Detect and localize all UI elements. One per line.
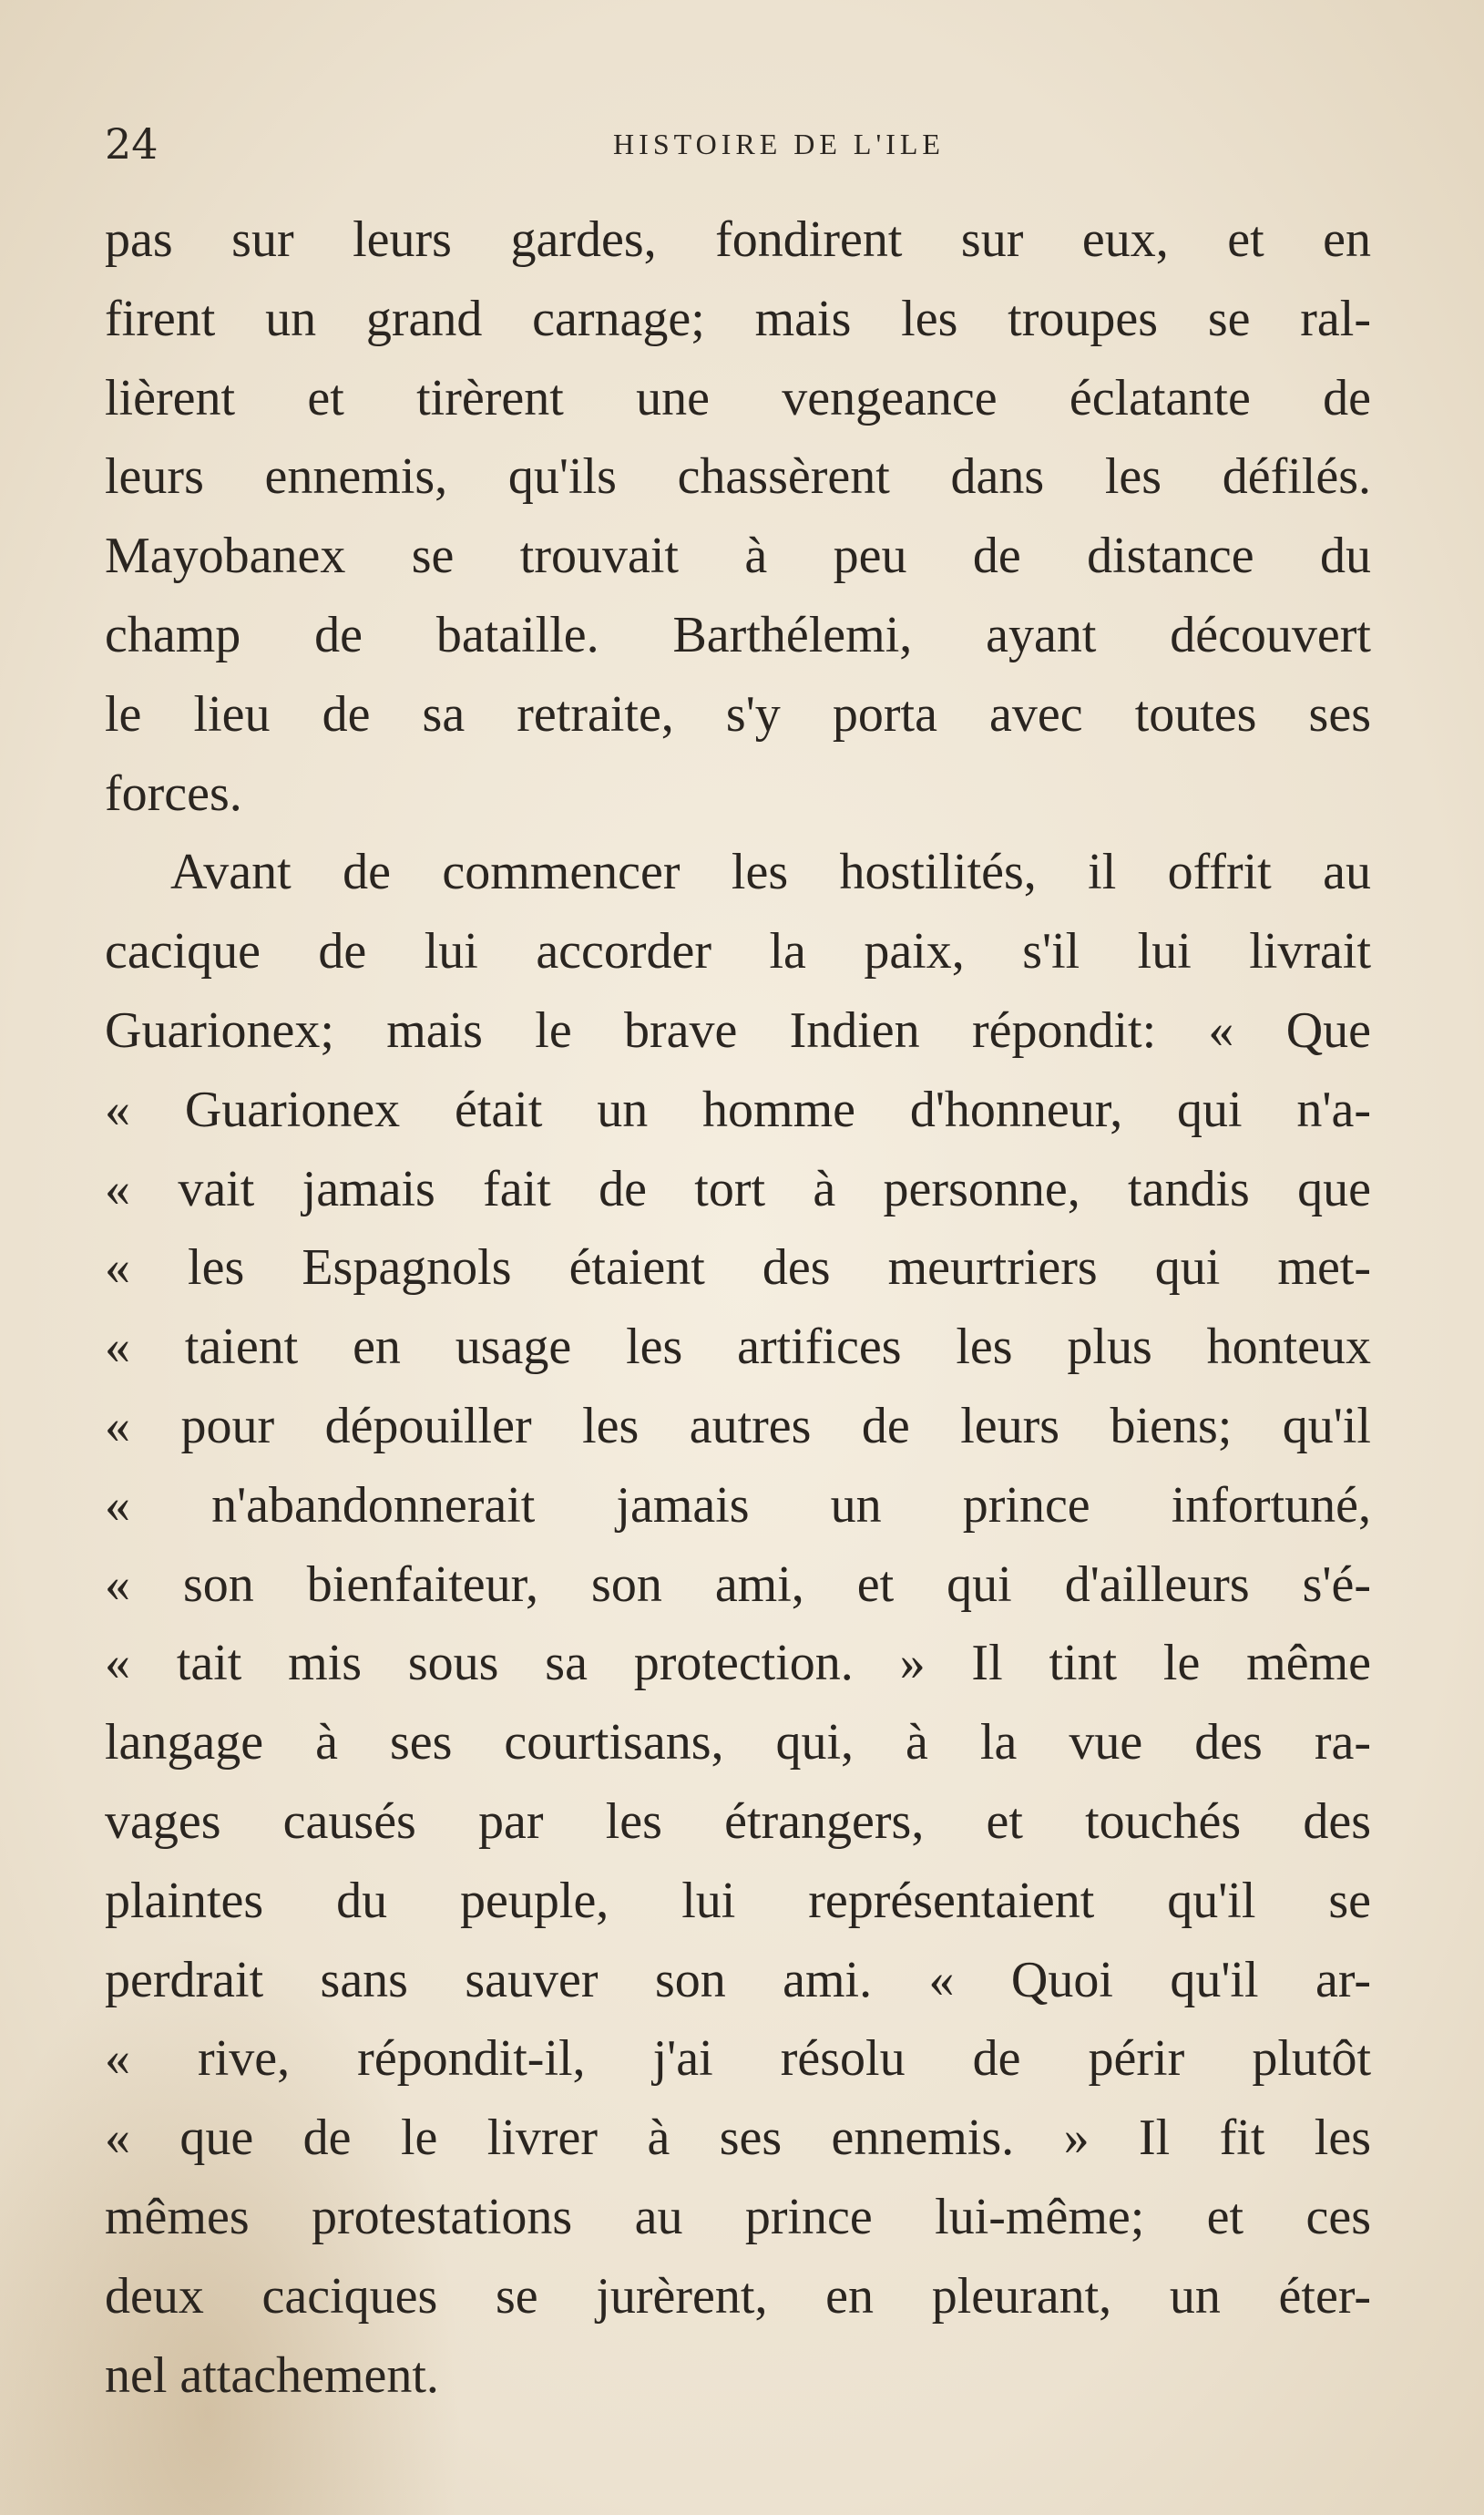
paragraph-2 <box>105 833 1371 2415</box>
text-line: « taient en usage les artifices les plus honteux <box>105 1319 1371 1376</box>
text-line: Mayobanex se trouvait à peu de distance du <box>105 528 1371 585</box>
text-line: langage à ses courtisans, qui, à la vue des ra- <box>105 1714 1371 1771</box>
text-line: « n'abandonnerait jamais un prince infortuné, <box>105 1476 1371 1534</box>
text-line: Avant de commencer les hostilités, il offrit au <box>170 844 1371 901</box>
text-line: nel attachement. <box>105 2346 439 2404</box>
text-line: deux caciques se jurèrent, en pleurant, un éter- <box>105 2267 1371 2325</box>
text-line: pas sur leurs gardes, fondirent sur eux, et en <box>105 211 1371 268</box>
text-line: cacique de lui accorder la paix, s'il lui livrait <box>105 923 1371 980</box>
text-line: plaintes du peuple, lui représentaient qu'il se <box>105 1872 1371 1929</box>
paragraph-1 <box>105 200 1371 833</box>
text-line: forces. <box>105 765 242 822</box>
text-line: « Guarionex était un homme d'honneur, qui n'a- <box>105 1081 1371 1138</box>
page-number: 24 <box>105 119 159 169</box>
running-head <box>105 117 1371 171</box>
text-line: champ de bataille. Barthélemi, ayant découvert <box>105 606 1371 663</box>
text-line: « pour dépouiller les autres de leurs biens; qu'il <box>105 1397 1371 1454</box>
text-line: firent un grand carnage; mais les troupes se ral- <box>105 290 1371 347</box>
text-line: « les Espagnols étaient des meurtriers qui met- <box>105 1239 1371 1297</box>
text-line: le lieu de sa retraite, s'y porta avec toutes ses <box>105 685 1371 743</box>
text-line: « son bienfaiteur, son ami, et qui d'ailleurs s'é- <box>105 1555 1371 1613</box>
text-line: « tait mis sous sa protection. » Il tint le même <box>105 1635 1371 1692</box>
text-line: mêmes protestations au prince lui-même; et ces <box>105 2188 1371 2245</box>
body-text <box>105 200 1371 2415</box>
text-line: « rive, répondit-il, j'ai résolu de périr plutôt <box>105 2030 1371 2088</box>
text-line: perdrait sans sauver son ami. « Quoi qu'il ar- <box>105 1951 1371 2008</box>
text-line: lièrent et tirèrent une vengeance éclatante de <box>105 369 1371 426</box>
text-line: Guarionex; mais le brave Indien répondit: « Que <box>105 1001 1371 1059</box>
text-line: « vait jamais fait de tort à personne, tandis que <box>105 1160 1371 1217</box>
running-title: HISTOIRE DE L'ILE <box>613 128 945 160</box>
text-line: vages causés par les étrangers, et touchés des <box>105 1792 1371 1850</box>
text-line: « que de le livrer à ses ennemis. » Il fit les <box>105 2110 1371 2167</box>
text-line: leurs ennemis, qu'ils chassèrent dans les défilés. <box>105 448 1371 506</box>
